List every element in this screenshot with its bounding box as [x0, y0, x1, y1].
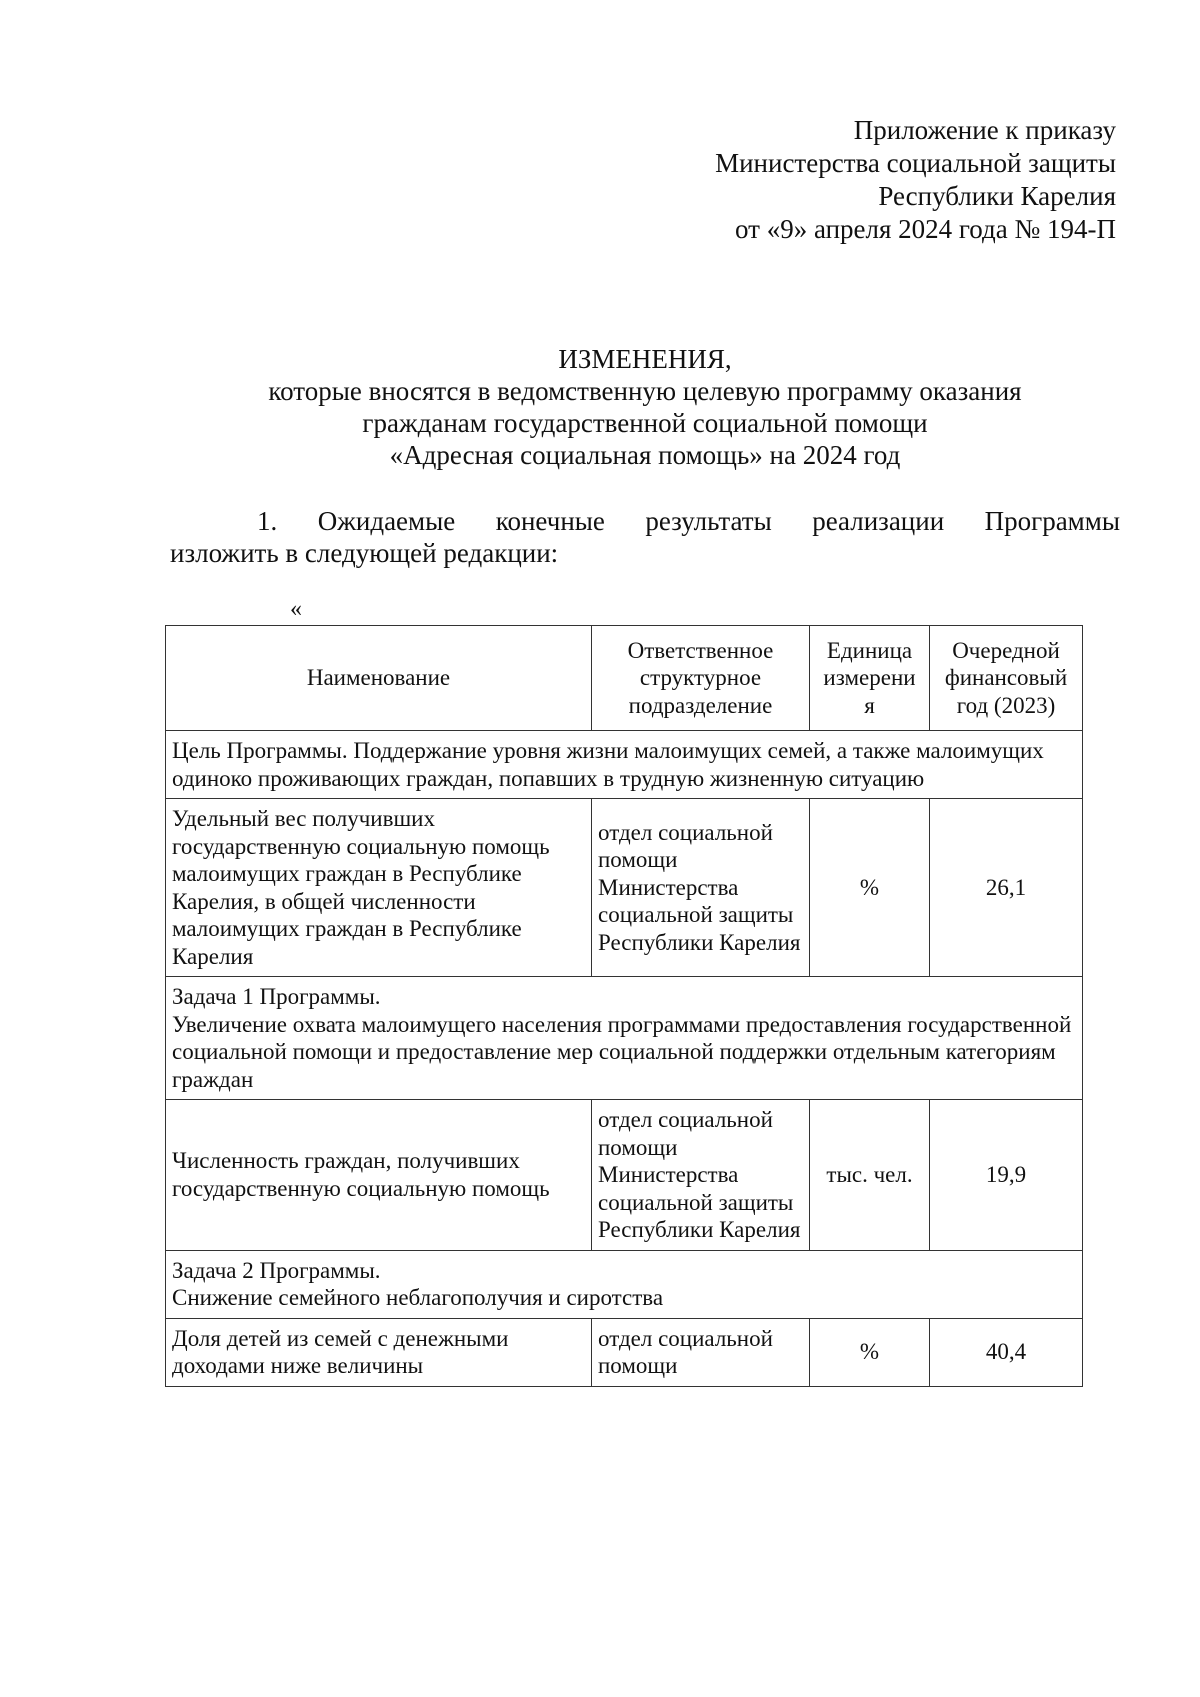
indicator-value: 26,1	[930, 799, 1083, 977]
table-row	[166, 1318, 1083, 1386]
goal-row	[166, 731, 1083, 799]
program-goal: Цель Программы. Поддержание уровня жизни малоимущих семей, а также малоимущих одиноко проживающих граждан, попавших в трудную жизненную ситуацию	[166, 731, 1083, 799]
document-title	[170, 343, 1120, 471]
program-task-1	[166, 977, 1083, 1100]
indicator-name: Удельный вес получивших государственную социальную помощь малоимущих граждан в Республике Карелия, в общей численности малоимущих граждан в Республике Карелия	[166, 799, 592, 977]
table-header-row	[166, 626, 1083, 731]
task-title: Задача 2 Программы.	[172, 1257, 381, 1283]
appendix-header	[715, 114, 1116, 246]
appendix-line: Министерства социальной защиты	[715, 148, 1116, 178]
program-task-2	[166, 1250, 1083, 1318]
responsible-dept: отдел социальной помощи Министерства социальной защиты Республики Карелия	[592, 1100, 810, 1251]
appendix-line: Республики Карелия	[878, 181, 1116, 211]
unit-of-measure: тыс. чел.	[810, 1100, 930, 1251]
opening-quote-mark: «	[290, 596, 302, 622]
responsible-dept: отдел социальной помощи Министерства социальной защиты Республики Карелия	[592, 799, 810, 977]
title-line: «Адресная социальная помощь» на 2024 год	[389, 440, 901, 470]
header-unit: Единица измерени я	[810, 626, 930, 731]
task-text: Увеличение охвата малоимущего населения программами предоставления государственной социальной помощи и предоставление мер социальной поддержки отдельным категориям граждан	[172, 1011, 1072, 1092]
header-dept: Ответственное структурное подразделение	[592, 626, 810, 731]
indicator-value: 40,4	[930, 1318, 1083, 1386]
table-row	[166, 799, 1083, 977]
results-table	[165, 625, 1083, 1387]
appendix-order-date: от «9» апреля 2024 года № 194-П	[735, 214, 1116, 244]
task-title: Задача 1 Программы.	[172, 984, 381, 1009]
clause-1-line-1: 1. Ожидаемые конечные результаты реализации Программы	[257, 506, 1120, 536]
responsible-dept: отдел социальной помощи	[592, 1318, 810, 1386]
title-line: которые вносятся в ведомственную целевую программу оказания	[268, 376, 1022, 406]
table-row	[166, 1100, 1083, 1251]
header-name: Наименование	[166, 626, 592, 731]
title-heading: ИЗМЕНЕНИЯ,	[558, 344, 732, 374]
task-row	[166, 1250, 1083, 1318]
task-row	[166, 977, 1083, 1100]
clause-1-line-2: изложить в следующей редакции:	[170, 538, 559, 568]
indicator-name: Доля детей из семей с денежными доходами ниже величины	[166, 1318, 592, 1386]
clause-1	[170, 505, 1120, 569]
appendix-line: Приложение к приказу	[853, 115, 1116, 145]
indicator-value: 19,9	[930, 1100, 1083, 1251]
unit-of-measure: %	[810, 799, 930, 977]
title-line: гражданам государственной социальной помощи	[362, 408, 928, 438]
unit-of-measure: %	[810, 1318, 930, 1386]
header-value: Очередной финансовый год (2023)	[930, 626, 1083, 731]
indicator-name: Численность граждан, получивших государственную социальную помощь	[166, 1100, 592, 1251]
task-text: Снижение семейного неблагополучия и сиротства	[172, 1285, 664, 1310]
